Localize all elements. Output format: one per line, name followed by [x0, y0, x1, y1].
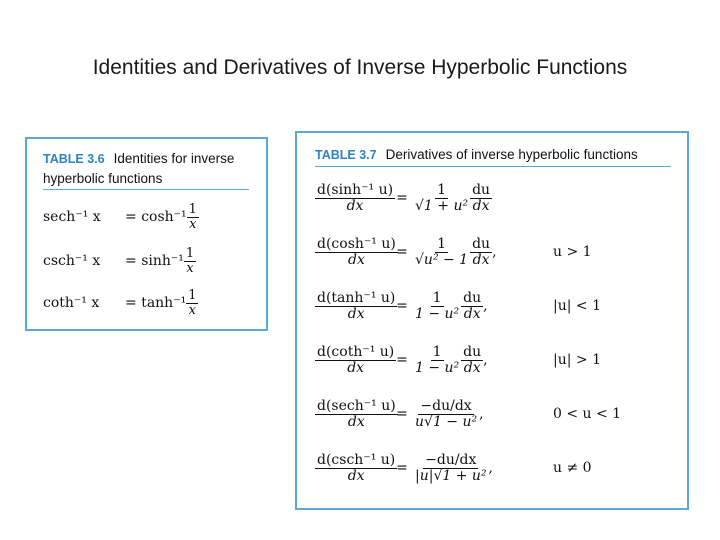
- derivative-row: [315, 335, 601, 385]
- derivative-row: [315, 443, 592, 493]
- derivative-lhs: [315, 453, 397, 483]
- table-3-6-caption: [43, 149, 263, 188]
- equals-sign: =: [396, 406, 408, 422]
- derivative-lhs-num: d(cosh⁻¹ u): [317, 235, 396, 252]
- derivative-lhs-den: dx: [347, 467, 365, 484]
- derivative-rhs: [413, 183, 470, 213]
- table-3-7-number: TABLE 3.7: [315, 148, 377, 162]
- identity-lhs: coth⁻¹ x: [43, 295, 100, 311]
- chain-factor: [461, 345, 483, 375]
- derivative-rhs-num: 1: [437, 235, 446, 252]
- derivative-condition: 0 < u < 1: [553, 406, 622, 422]
- table-3-7-rule: [315, 166, 671, 167]
- table-3-6-caption-text: Identities for inverse hyperbolic functions: [43, 151, 235, 186]
- table-3-6-number: TABLE 3.6: [43, 152, 105, 166]
- identity-lhs: sech⁻¹ x: [43, 209, 101, 225]
- identity-num: 1: [188, 287, 197, 303]
- derivative-condition: |u| < 1: [553, 298, 601, 314]
- chain-factor-num: du: [463, 289, 482, 306]
- derivative-lhs: [315, 237, 398, 267]
- comma: ,: [492, 244, 497, 260]
- identity-fn: cosh⁻¹: [141, 209, 187, 225]
- derivative-rhs-num: 1: [432, 343, 442, 360]
- derivative-condition: |u| > 1: [553, 352, 601, 368]
- derivative-lhs-num: d(sinh⁻¹ u): [317, 181, 394, 198]
- derivative-lhs-den: dx: [347, 359, 365, 376]
- derivative-row: [315, 389, 622, 439]
- derivative-lhs-den: dx: [347, 305, 365, 322]
- identity-fn: sinh⁻¹: [141, 253, 184, 269]
- derivative-rhs-den: 1 − u²: [415, 305, 460, 322]
- identity-num: 1: [188, 201, 197, 217]
- identity-row-sech: sech⁻¹ x = cosh⁻¹ $\frac{1}{x}$: [43, 201, 197, 232]
- equals-sign: =: [396, 190, 408, 206]
- derivative-rhs: [413, 291, 461, 321]
- comma: ,: [483, 298, 488, 314]
- derivative-lhs: [315, 399, 398, 429]
- comma: ,: [479, 406, 484, 422]
- comma: ,: [488, 460, 493, 476]
- equals-sign: =: [396, 298, 408, 314]
- derivative-row: [315, 281, 601, 331]
- chain-factor-num: du: [472, 235, 491, 252]
- chain-factor-den: dx: [472, 251, 490, 268]
- comma: ,: [483, 352, 488, 368]
- table-3-7-caption-text: Derivatives of inverse hyperbolic functions: [385, 147, 638, 162]
- identity-num: 1: [185, 245, 195, 261]
- derivative-lhs: [315, 345, 396, 375]
- derivative-rhs-num: 1: [437, 181, 446, 198]
- equals-sign: =: [396, 460, 408, 476]
- chain-factor-den: dx: [463, 359, 481, 376]
- derivative-lhs-num: d(sech⁻¹ u): [317, 397, 396, 414]
- derivative-condition: u > 1: [553, 244, 592, 260]
- derivative-lhs-den: dx: [347, 413, 365, 430]
- derivative-rhs: [413, 399, 479, 429]
- derivative-rhs-den: √1 + u²: [415, 197, 469, 214]
- table-3-7-caption: [315, 145, 685, 165]
- derivative-rhs-num: 1: [432, 289, 442, 306]
- chain-factor-num: du: [472, 181, 491, 198]
- identity-lhs: csch⁻¹ x: [43, 253, 101, 269]
- equals-sign: =: [396, 244, 408, 260]
- derivative-rhs: [413, 345, 461, 375]
- derivative-rhs: [413, 453, 489, 483]
- derivative-rhs-den: u√1 − u²: [415, 413, 478, 430]
- identity-den: x: [188, 302, 197, 318]
- derivative-rhs-num: −du/dx: [425, 451, 477, 468]
- derivative-lhs: [315, 183, 395, 213]
- derivative-row: [315, 173, 543, 223]
- derivative-rhs-den: √u² − 1: [415, 251, 469, 268]
- derivative-lhs-num: d(csch⁻¹ u): [317, 451, 396, 468]
- derivative-row: [315, 227, 592, 277]
- identity-den: x: [186, 260, 194, 276]
- derivative-lhs-num: d(tanh⁻¹ u): [317, 289, 396, 306]
- derivative-condition: u ≠ 0: [553, 460, 592, 476]
- identity-row-coth: coth⁻¹ x = tanh⁻¹ $\frac{1}{x}$: [43, 287, 197, 318]
- chain-factor: [470, 183, 492, 213]
- identity-den: x: [189, 216, 197, 232]
- table-3-6: [25, 137, 268, 331]
- chain-factor: [461, 291, 483, 321]
- derivative-rhs-num: −du/dx: [420, 397, 472, 414]
- chain-factor-den: dx: [463, 305, 481, 322]
- identity-fn: tanh⁻¹: [141, 295, 187, 311]
- derivative-lhs-den: dx: [346, 197, 364, 214]
- derivative-rhs-den: |u|√1 + u²: [415, 467, 487, 484]
- identity-row-csch: csch⁻¹ x = sinh⁻¹ $\frac{1}{x}$: [43, 245, 195, 276]
- derivative-rhs-den: 1 − u²: [415, 359, 460, 376]
- table-3-6-rule: [43, 189, 249, 190]
- chain-factor-num: du: [463, 343, 482, 360]
- equals-sign: =: [396, 352, 408, 368]
- table-3-7: [295, 131, 689, 510]
- derivative-lhs: [315, 291, 397, 321]
- slide-title: Identities and Derivatives of Inverse Hyperbolic Functions: [92, 56, 628, 79]
- derivative-rhs: [413, 237, 470, 267]
- derivative-lhs-num: d(coth⁻¹ u): [317, 343, 395, 360]
- chain-factor-den: dx: [472, 197, 490, 214]
- chain-factor: [470, 237, 492, 267]
- derivative-lhs-den: dx: [347, 251, 365, 268]
